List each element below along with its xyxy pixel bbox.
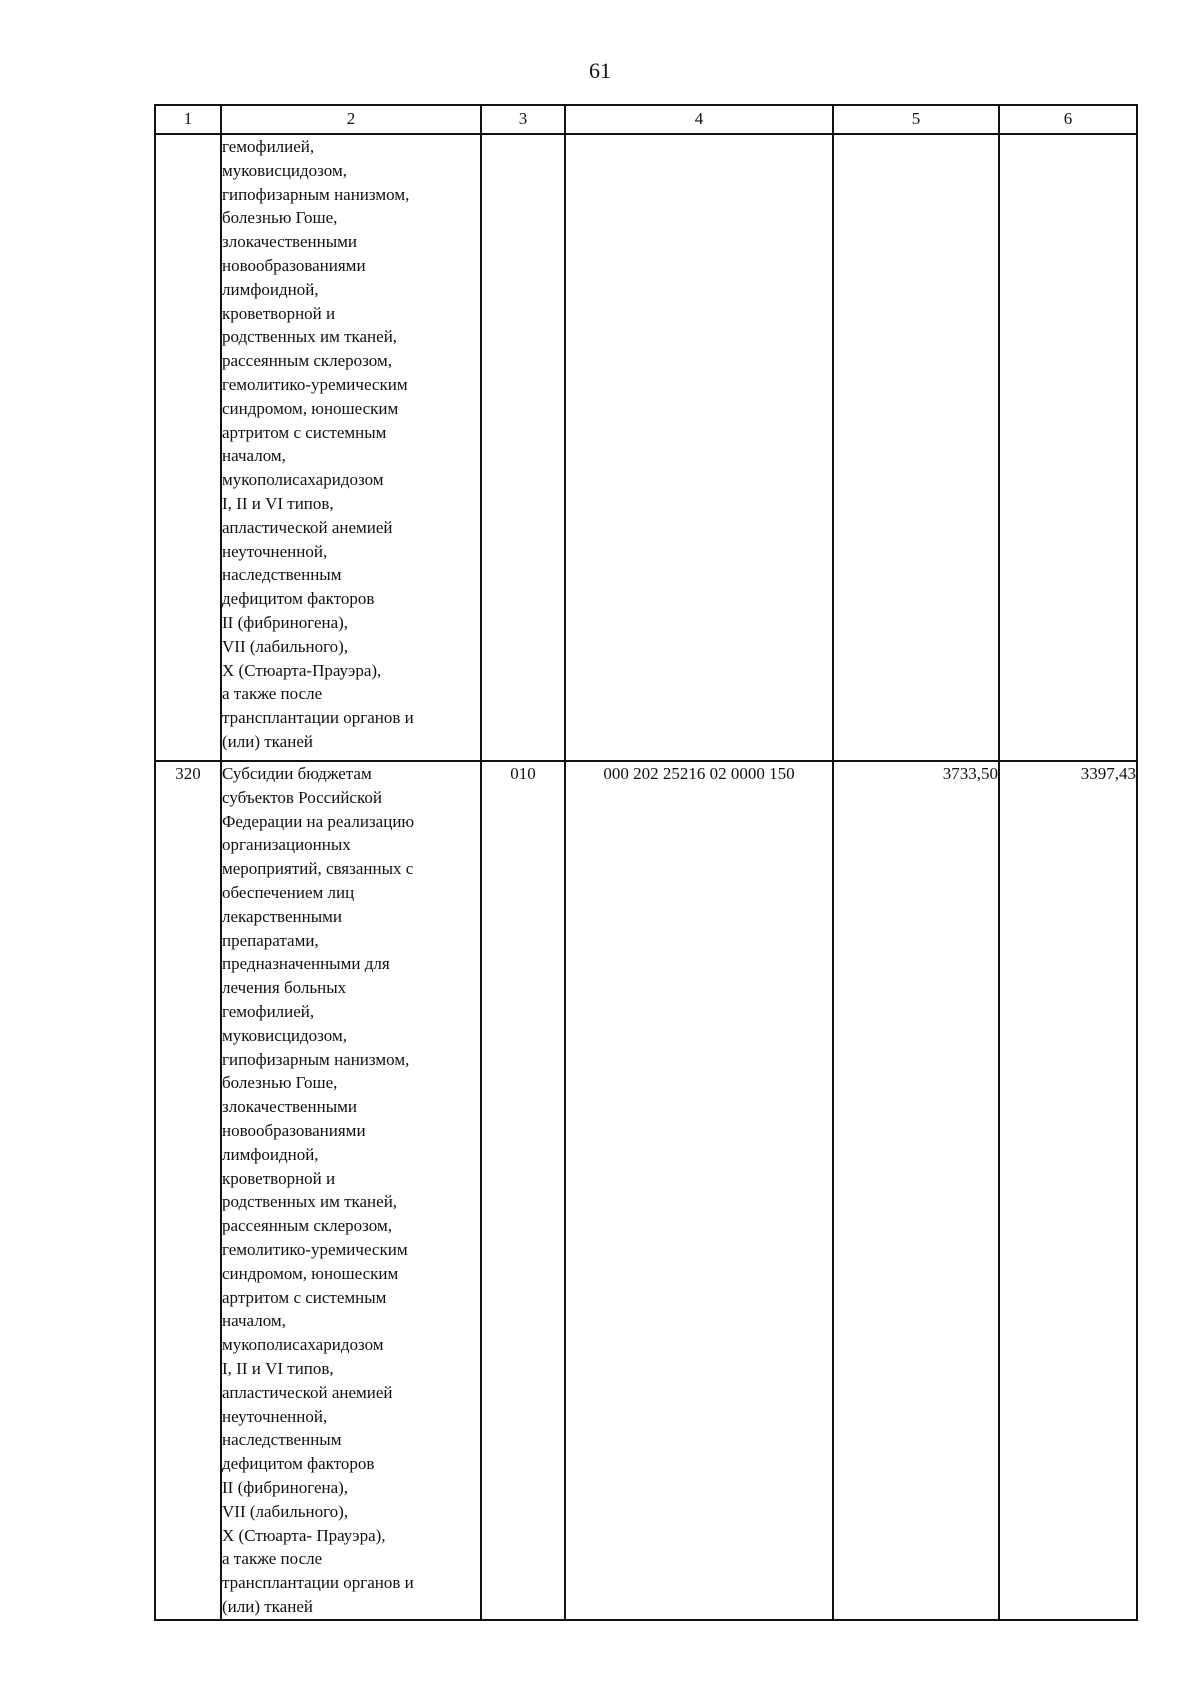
row-value-6 (999, 134, 1137, 761)
name-line: артритом с системным (222, 422, 387, 442)
name-line: рассеянным склерозом, (222, 351, 392, 371)
column-header-4: 4 (565, 105, 833, 134)
name-line: синдромом, юношеским (222, 398, 399, 418)
name-line: новообразованиями (222, 255, 366, 275)
name-line: II (фибриногена), (222, 1477, 349, 1497)
name-line: лимфоидной, (222, 279, 319, 299)
column-header-5: 5 (833, 105, 999, 134)
name-line: неуточненной, (222, 1406, 328, 1426)
name-line: предназначенными для (222, 954, 390, 974)
name-line: артритом с системным (222, 1287, 387, 1307)
row-value-6: 3397,43 (999, 761, 1137, 1620)
column-header-2: 2 (221, 105, 481, 134)
name-line: кроветворной и (222, 303, 336, 323)
name-line: гипофизарным нанизмом, (222, 1049, 410, 1069)
column-header-1: 1 (155, 105, 221, 134)
name-line: X (Стюарта-Прауэра), (222, 660, 382, 680)
name-line: родственных им тканей, (222, 327, 398, 347)
name-line: муковисцидозом, (222, 1025, 347, 1045)
row-kbk: 000 202 25216 02 0000 150 (565, 761, 833, 1620)
row-value-5 (833, 134, 999, 761)
name-line: наследственным (222, 565, 342, 585)
name-line: началом, (222, 446, 286, 466)
name-line: I, II и VI типов, (222, 493, 334, 513)
row-name (221, 761, 481, 1620)
name-line: мукополисахаридозом (222, 470, 384, 490)
row-name-lines (222, 135, 480, 754)
row-name-lines (222, 762, 480, 1619)
name-line: а также после (222, 684, 323, 704)
budget-table (154, 104, 1138, 1621)
row-number: 320 (155, 761, 221, 1620)
name-line: болезнью Гоше, (222, 208, 338, 228)
name-line: Федерации на реализацию (222, 811, 415, 831)
name-line: трансплантации органов и (222, 708, 414, 728)
name-line: обеспечением лиц (222, 882, 355, 902)
name-line: лимфоидной, (222, 1144, 319, 1164)
name-line: болезнью Гоше, (222, 1073, 338, 1093)
name-line: (или) тканей (222, 1596, 313, 1616)
name-line: I, II и VI типов, (222, 1358, 334, 1378)
name-line: рассеянным склерозом, (222, 1216, 392, 1236)
column-header-3: 3 (481, 105, 565, 134)
row-name (221, 134, 481, 761)
name-line: злокачественными (222, 232, 358, 252)
table-row-320 (155, 761, 1137, 1620)
column-header-6: 6 (999, 105, 1137, 134)
row-number (155, 134, 221, 761)
page-number: 61 (589, 58, 611, 83)
name-line: гемофилией, (222, 1001, 315, 1021)
name-line: муковисцидозом, (222, 160, 347, 180)
name-line: X (Стюарта- Прауэра), (222, 1525, 386, 1545)
name-line: VII (лабильного), (222, 636, 349, 656)
name-line: дефицитом факторов (222, 1454, 375, 1474)
name-line: кроветворной и (222, 1168, 336, 1188)
row-code: 010 (481, 761, 565, 1620)
name-line: гемолитико-уремическим (222, 374, 408, 394)
name-line: организационных (222, 835, 351, 855)
name-line: началом, (222, 1311, 286, 1331)
name-line: наследственным (222, 1430, 342, 1450)
name-line: злокачественными (222, 1097, 358, 1117)
name-line: неуточненной, (222, 541, 328, 561)
row-code (481, 134, 565, 761)
name-line: дефицитом факторов (222, 589, 375, 609)
name-line: синдромом, юношеским (222, 1263, 399, 1283)
row-value-5: 3733,50 (833, 761, 999, 1620)
name-line: гемолитико-уремическим (222, 1239, 408, 1259)
name-line: субъектов Российской (222, 787, 382, 807)
name-line: лечения больных (222, 978, 347, 998)
header-row (155, 105, 1137, 134)
name-line: новообразованиями (222, 1120, 366, 1140)
name-line: лекарственными (222, 906, 342, 926)
name-line: препаратами, (222, 930, 319, 950)
name-line: мероприятий, связанных с (222, 859, 414, 879)
row-kbk (565, 134, 833, 761)
name-line: а также после (222, 1549, 323, 1569)
name-line: родственных им тканей, (222, 1192, 398, 1212)
name-line: (или) тканей (222, 731, 313, 751)
name-line: трансплантации органов и (222, 1573, 414, 1593)
name-line: VII (лабильного), (222, 1501, 349, 1521)
name-line: Субсидии бюджетам (222, 764, 372, 783)
table-row-continuation (155, 134, 1137, 761)
name-line: мукополисахаридозом (222, 1335, 384, 1355)
name-line: гемофилией, (222, 137, 315, 156)
name-line: апластической анемией (222, 1382, 393, 1402)
name-line: гипофизарным нанизмом, (222, 184, 410, 204)
name-line: апластической анемией (222, 517, 393, 537)
name-line: II (фибриногена), (222, 612, 349, 632)
